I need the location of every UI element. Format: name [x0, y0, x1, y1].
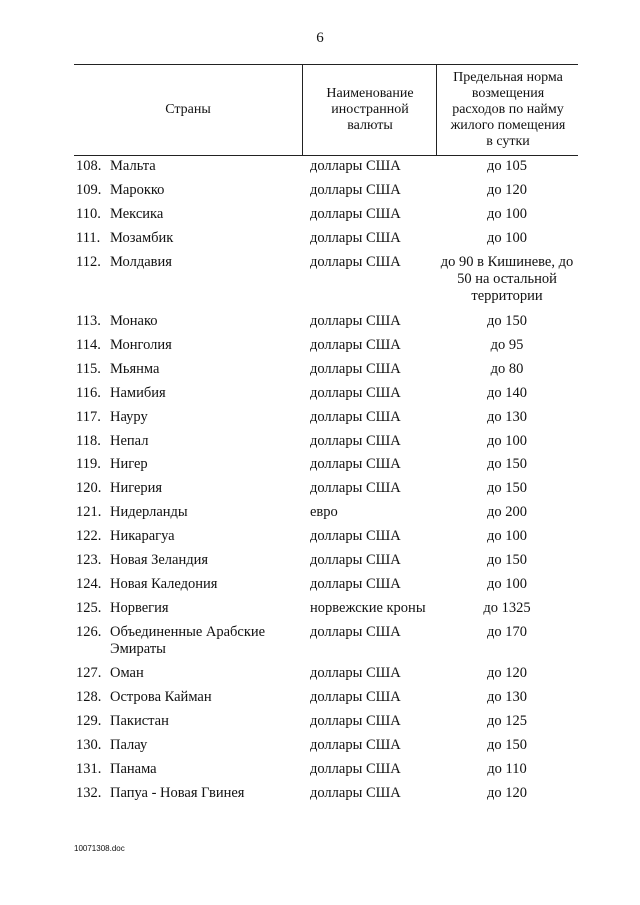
table-row: [74, 361, 578, 378]
norm-value: до 170: [486, 624, 527, 640]
table-row: [74, 433, 578, 450]
norm-value: до 1325: [483, 600, 531, 616]
norm-value: до 150: [486, 313, 527, 329]
country-name: Нигер: [110, 456, 148, 472]
table-row: [74, 182, 578, 199]
row-number: 124.: [76, 576, 102, 592]
currency-name: доллары США: [310, 409, 401, 425]
country-name: Мексика: [110, 206, 164, 222]
table-row: [74, 456, 578, 473]
country-name: Папуа - Новая Гвинея: [110, 785, 245, 801]
country-name: Острова Кайман: [110, 689, 212, 705]
norm-value: до 150: [486, 480, 527, 496]
country-name: Новая Зеландия: [110, 552, 209, 568]
currency-name: доллары США: [310, 761, 401, 777]
currency-name: доллары США: [310, 576, 401, 592]
table-row: [74, 528, 578, 545]
row-number: 114.: [76, 337, 101, 353]
row-number: 119.: [76, 456, 101, 472]
country-name: Панама: [110, 761, 157, 777]
currency-name: доллары США: [310, 665, 401, 681]
row-number: 122.: [76, 528, 102, 544]
header-norm-line: жилого помещения: [450, 118, 566, 133]
currency-name: доллары США: [310, 337, 401, 353]
table-row: [74, 761, 578, 778]
currency-name: доллары США: [310, 230, 401, 246]
country-name: Пакистан: [110, 713, 169, 729]
country-name: Марокко: [110, 182, 165, 198]
currency-name: доллары США: [310, 713, 401, 729]
table-row: [74, 713, 578, 730]
page-number: 6: [316, 30, 324, 46]
country-name: Нидерланды: [110, 504, 188, 520]
norm-value: до 200: [486, 504, 527, 520]
header-currency-line: Наименование: [326, 86, 414, 101]
norm-value: до 150: [486, 552, 527, 568]
table-row: [74, 158, 578, 175]
row-number: 116.: [76, 385, 101, 401]
table-row: [74, 409, 578, 426]
currency-name: доллары США: [310, 182, 401, 198]
row-number: 125.: [76, 600, 102, 616]
row-number: 132.: [76, 785, 102, 801]
norm-value: до 105: [486, 158, 527, 174]
norm-value: до 100: [486, 433, 527, 449]
norm-value: до 120: [486, 785, 527, 801]
norm-value: до 120: [486, 665, 527, 681]
header-currency-line: иностранной: [331, 102, 409, 117]
header-norm-line: Предельная норма: [453, 70, 563, 85]
row-number: 110.: [76, 206, 101, 222]
currency-name: доллары США: [310, 313, 401, 329]
norm-value: до 100: [486, 206, 527, 222]
currency-name: евро: [310, 504, 338, 520]
currency-name: доллары США: [310, 456, 401, 472]
header-currency-line: валюты: [347, 118, 393, 133]
country-name: Науру: [110, 409, 148, 425]
table-row: [74, 624, 578, 658]
country-name: Объединенные Арабские Эмираты: [110, 624, 266, 657]
country-name: Мьянма: [110, 361, 160, 377]
table-row: [74, 600, 578, 617]
country-name: Мозамбик: [110, 230, 174, 246]
header-countries: [74, 65, 302, 155]
table-row: [74, 385, 578, 402]
currency-name: доллары США: [310, 206, 401, 222]
row-number: 120.: [76, 480, 102, 496]
table-row: [74, 504, 578, 521]
header-norm-line: расходов по найму: [452, 102, 564, 117]
currency-name: доллары США: [310, 737, 401, 753]
country-name: Норвегия: [110, 600, 169, 616]
row-number: 108.: [76, 158, 102, 174]
country-name: Никарагуа: [110, 528, 175, 544]
currency-name: доллары США: [310, 433, 401, 449]
norm-value: до 150: [486, 737, 527, 753]
row-number: 129.: [76, 713, 102, 729]
table-row: [74, 254, 578, 305]
table-row: [74, 313, 578, 330]
row-number: 121.: [76, 504, 102, 520]
table-row: [74, 552, 578, 569]
row-number: 113.: [76, 313, 101, 329]
norm-value: до 90 в Кишиневе, до 50 на остальной территории: [440, 254, 574, 304]
row-number: 112.: [76, 254, 101, 270]
row-number: 131.: [76, 761, 102, 777]
norm-value: до 120: [486, 182, 527, 198]
currency-name: доллары США: [310, 624, 401, 640]
country-name: Палау: [110, 737, 148, 753]
row-number: 109.: [76, 182, 102, 198]
header-countries-label: Страны: [165, 102, 211, 117]
currency-name: доллары США: [310, 552, 401, 568]
header-norm-line: возмещения: [471, 86, 545, 101]
row-number: 127.: [76, 665, 102, 681]
country-name: Молдавия: [110, 254, 172, 270]
row-number: 128.: [76, 689, 102, 705]
table-row: [74, 337, 578, 354]
norm-value: до 100: [486, 230, 527, 246]
country-name: Монголия: [110, 337, 172, 353]
currency-name: доллары США: [310, 158, 401, 174]
norm-value: до 140: [486, 385, 527, 401]
row-number: 115.: [76, 361, 101, 377]
header-norm-line: в сутки: [486, 134, 530, 149]
norm-value: до 80: [490, 361, 524, 377]
table-row: [74, 665, 578, 682]
currency-name: доллары США: [310, 689, 401, 705]
header-currency: [302, 65, 437, 155]
header-norm: [436, 65, 579, 155]
norm-value: до 130: [486, 689, 527, 705]
country-name: Оман: [110, 665, 144, 681]
table-header: [74, 64, 578, 156]
currency-name: доллары США: [310, 254, 401, 270]
country-name: Мальта: [110, 158, 156, 174]
country-name: Непал: [110, 433, 149, 449]
country-name: Новая Каледония: [110, 576, 218, 592]
norm-value: до 110: [487, 761, 527, 777]
document-filename: 10071308.doc: [74, 844, 125, 853]
currency-name: доллары США: [310, 385, 401, 401]
norm-value: до 100: [486, 576, 527, 592]
row-number: 117.: [76, 409, 101, 425]
norm-value: до 150: [486, 456, 527, 472]
table-row: [74, 785, 578, 802]
norm-value: до 125: [486, 713, 527, 729]
table-row: [74, 737, 578, 754]
row-number: 130.: [76, 737, 102, 753]
table-row: [74, 206, 578, 223]
currency-name: доллары США: [310, 480, 401, 496]
norm-value: до 100: [486, 528, 527, 544]
currency-name: норвежские кроны: [310, 600, 426, 616]
norm-value: до 95: [490, 337, 524, 353]
country-name: Нигерия: [110, 480, 163, 496]
norm-value: до 130: [486, 409, 527, 425]
table-row: [74, 689, 578, 706]
table-row: [74, 480, 578, 497]
currency-name: доллары США: [310, 528, 401, 544]
row-number: 118.: [76, 433, 101, 449]
currency-name: доллары США: [310, 361, 401, 377]
country-name: Монако: [110, 313, 158, 329]
row-number: 123.: [76, 552, 102, 568]
row-number: 126.: [76, 624, 102, 640]
table-row: [74, 230, 578, 247]
country-name: Намибия: [110, 385, 166, 401]
row-number: 111.: [76, 230, 101, 246]
currency-name: доллары США: [310, 785, 401, 801]
table-row: [74, 576, 578, 593]
